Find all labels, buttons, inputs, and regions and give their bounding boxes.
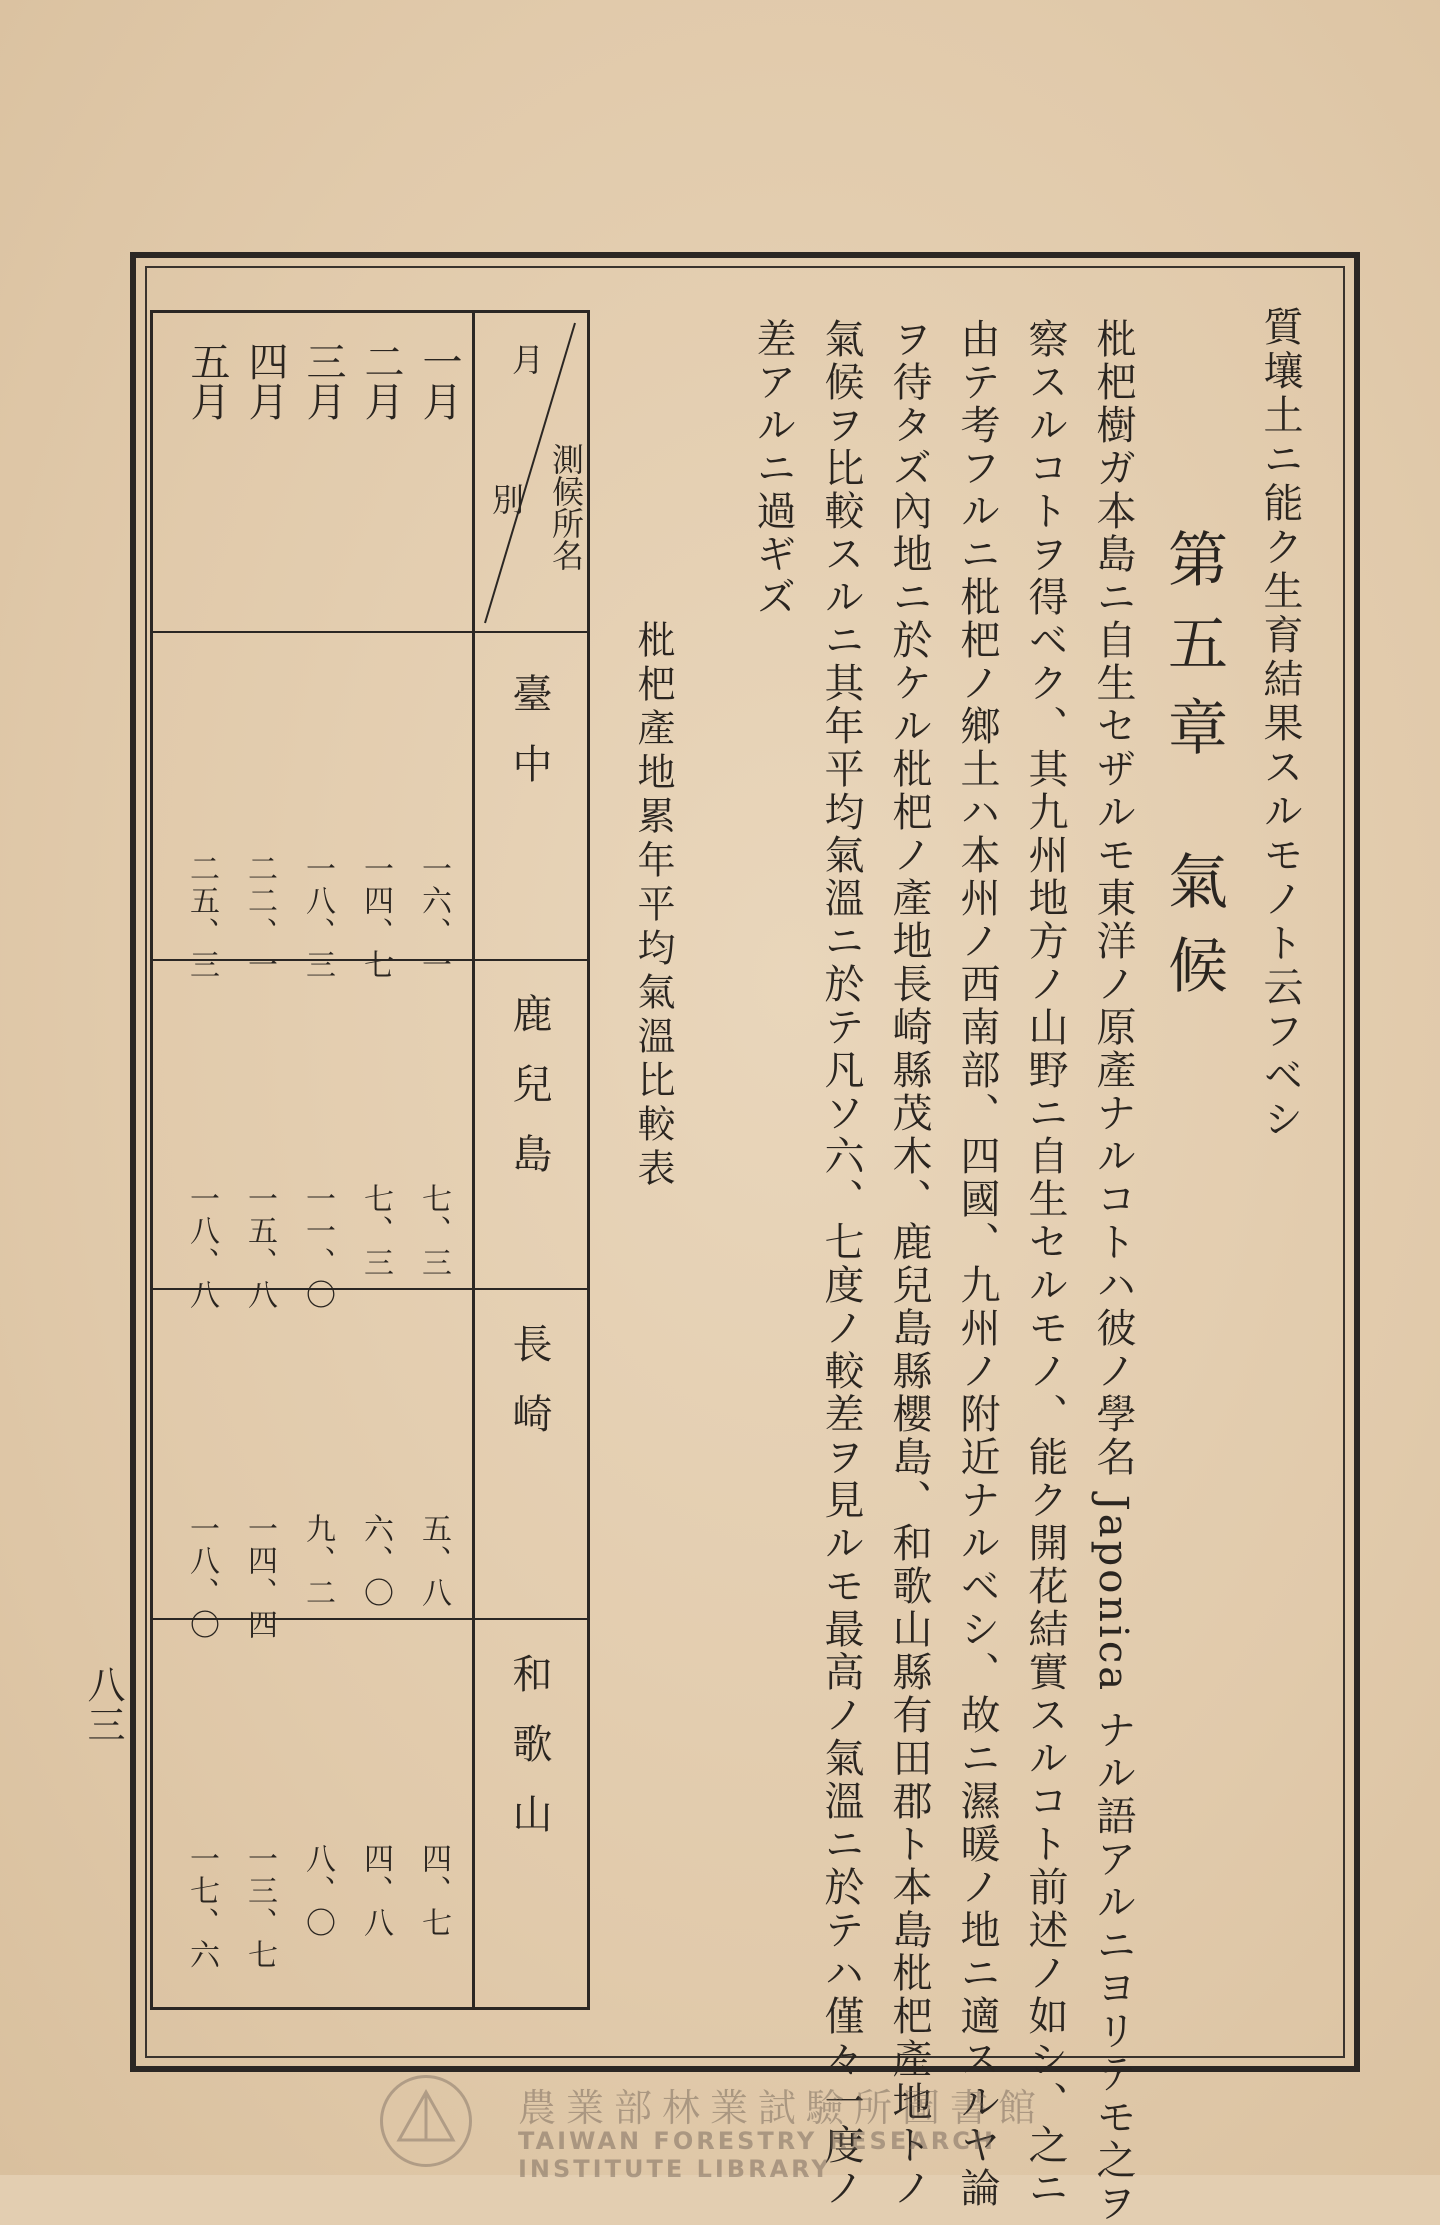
body-column: ヲ待タズ內地ニ於ケル枇杷ノ產地長崎縣茂木、鹿兒島縣櫻島、和歌山縣有田郡ト本島枇杷產地トノ — [886, 318, 932, 2210]
chapter-heading — [1158, 528, 1228, 1048]
table-cell: 五、八 — [416, 1513, 451, 1609]
chapter-number: 第五章 — [1158, 528, 1228, 780]
page-number: 八三 — [81, 1665, 125, 1745]
watermark-chinese: 農業部林業試驗所圖書館 — [518, 2086, 1047, 2130]
table-cell: 一四、七 — [358, 853, 393, 981]
table-title: 枇杷產地累年平均氣溫比較表 — [631, 620, 675, 1192]
temperature-table — [150, 310, 590, 2010]
location-name: 臺中 — [506, 673, 552, 813]
continuation-line: 質壤土ニ能ク生育結果スルモノト云フベシ — [1257, 306, 1303, 1142]
location-name: 和歌山 — [506, 1653, 552, 1863]
location-name: 長崎 — [506, 1323, 552, 1463]
header-month-label: 月 — [507, 343, 545, 375]
body-column: 氣候ヲ比較スルニ其年平均氣溫ニ於テ凡ソ六、七度ノ較差ヲ見ルモ最高ノ氣溫ニ於テハ僅々一度ノ — [818, 318, 864, 2210]
table-cell: 一八、八 — [184, 1183, 219, 1311]
library-watermark — [380, 2075, 1100, 2183]
month-label: 五月 — [184, 341, 230, 421]
month-label: 一月 — [416, 341, 462, 421]
header-station-label: 測候所名 — [547, 443, 585, 571]
body-column: 由テ考フルニ枇杷ノ鄉土ハ本州ノ西南部、四國、九州ノ附近ナルベシ、故ニ濕暖ノ地ニ適スルヤ論 — [954, 318, 1000, 2210]
table-cell: 一八、〇 — [184, 1513, 219, 1641]
table-cell: 二二、一 — [242, 853, 277, 981]
month-label: 二月 — [358, 341, 404, 421]
table-cell: 九、二 — [300, 1513, 335, 1609]
body-column: 枇杷樹ガ本島ニ自生セザルモ東洋ノ原產ナルコトハ彼ノ學名 Japonica ナル語アルニヨリテモ之ヲ — [1090, 318, 1136, 2225]
table-cell: 一一、〇 — [300, 1183, 335, 1311]
table-cell: 一六、一 — [416, 853, 451, 981]
table-cell: 八、〇 — [300, 1843, 335, 1939]
table-cell: 一七、六 — [184, 1843, 219, 1971]
location-name: 鹿兒島 — [506, 993, 552, 1203]
table-cell: 二五、三 — [184, 853, 219, 981]
table-cell: 七、三 — [416, 1183, 451, 1279]
table-cell: 四、八 — [358, 1843, 393, 1939]
header-by-label: 別 — [487, 483, 525, 515]
table-cell: 一三、七 — [242, 1843, 277, 1971]
table-cell: 一四、四 — [242, 1513, 277, 1641]
watermark-english: TAIWAN FORESTRY RESEARCH INSTITUTE LIBRARY — [518, 2127, 996, 2183]
table-cell: 七、三 — [358, 1183, 393, 1279]
library-seal-icon — [380, 2075, 472, 2167]
table-divider-header — [153, 631, 587, 633]
table-cell: 六、〇 — [358, 1513, 393, 1609]
chapter-subject: 氣候 — [1158, 850, 1228, 1018]
table-cell: 一五、八 — [242, 1183, 277, 1311]
table-cell: 一八、三 — [300, 853, 335, 981]
month-label: 四月 — [242, 341, 288, 421]
body-column: 察スルコトヲ得ベク、其九州地方ノ山野ニ自生セルモノ、能ク開花結實スルコト前述ノ如シ、之ニ — [1022, 318, 1068, 2210]
body-column: 差アルニ過ギズ — [750, 318, 796, 619]
month-label: 三月 — [300, 341, 346, 421]
table-cell: 四、七 — [416, 1843, 451, 1939]
